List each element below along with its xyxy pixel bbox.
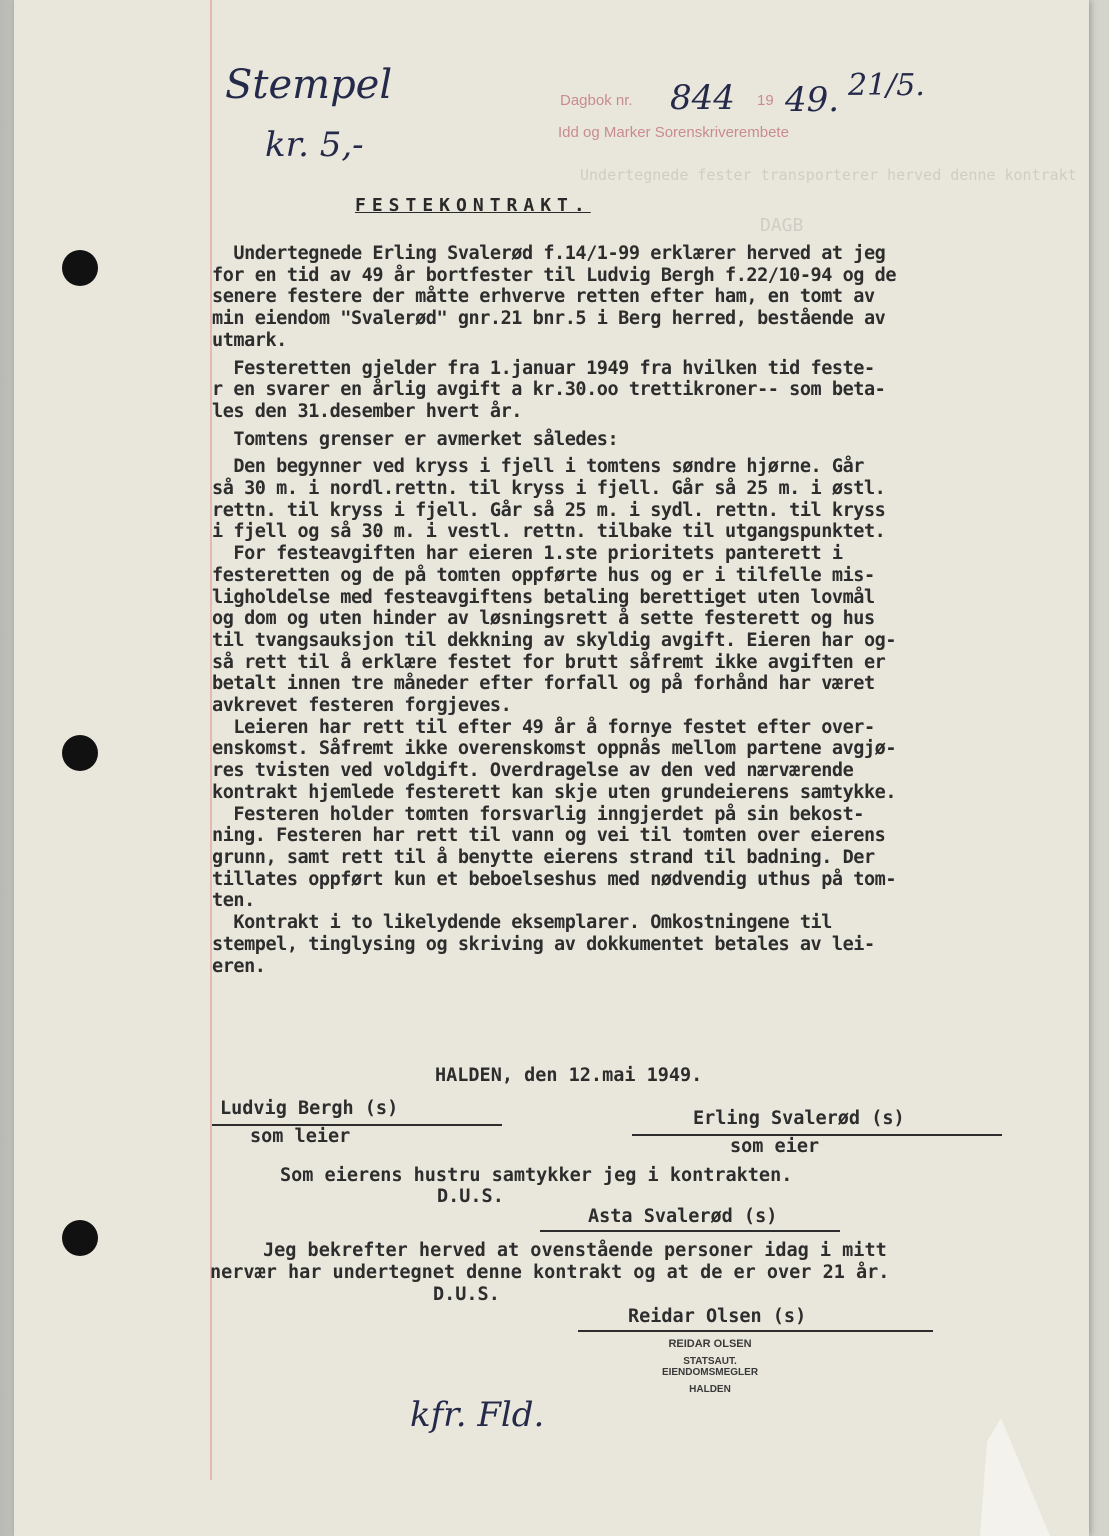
body-line: ligholdelse med festeavgiftens betaling berettiget uten lovmål [212,586,875,608]
handwritten-diary-year: 49. [785,80,840,120]
body-line: enskomst. Såfremt ikke overenskomst oppnås mellom partene avgjø- [212,738,897,760]
broker-stamp [640,1338,780,1401]
spouse-dus: D.U.S. [437,1186,504,1207]
witness-dus: D.U.S. [433,1284,500,1305]
body-line: i fjell og så 30 m. i vestl. rettn. tilbake til utgangspunktet. [212,521,886,543]
body-line: Festeren holder tomten forsvarlig inngjerdet på sin bekost- [212,803,864,825]
handwritten-diary-date: 21/5. [848,68,925,103]
body-line: ning. Festeren har rett til vann og vei til tomten over eierens [212,825,886,847]
handwritten-footer-note: kfr. Fld. [410,1395,545,1435]
body-line: senere festere der måtte erhverve retten efter ham, en tomt av [212,286,875,308]
registry-stamp-label: Dagbok nr. [560,92,633,109]
body-line: Leieren har rett til efter 49 år å fornye festet efter over- [212,716,875,738]
witness-signature-line [578,1330,933,1332]
body-line: betalt innen tre måneder efter forfall og på forhånd har været [212,673,875,695]
body-line: så 30 m. i nordl.rettn. til kryss i fjell. Går så 25 m. i østl. [212,478,886,500]
handwritten-stamp-amount: kr. 5,- [265,125,364,165]
faint-stamp-mark: DAGB [760,215,804,236]
body-line: ten. [212,890,255,912]
punch-hole-bottom [62,1220,98,1256]
broker-stamp-title: STATSAUT. EIENDOMSMEGLER [661,1356,759,1378]
body-line: For festeavgiften har eieren 1.ste prioritets panterett i [212,543,843,565]
owner-signature: Erling Svalerød (s) [693,1108,905,1129]
spouse-signature-line [540,1230,840,1232]
body-line: eren. [212,955,266,977]
owner-role: som eier [730,1136,820,1157]
lessee-signature: Ludvig Bergh (s) [220,1098,399,1119]
registry-stamp-year: 19 [757,92,774,109]
body-line: Tomtens grenser er avmerket således: [212,428,619,450]
body-line: festeretten og de på tomten oppførte hus og er i tilfelle mis- [212,564,875,586]
witness-statement-line2: nervær har undertegnet denne kontrakt og at de er over 21 år. [210,1262,890,1283]
body-line: så rett til å erklære festet for brutt såfremt ikke avgiften er [212,651,886,673]
body-line: Den begynner ved kryss i fjell i tomtens søndre hjørne. Går [212,456,864,478]
spouse-signature: Asta Svalerød (s) [588,1206,778,1227]
body-line: rettn. til kryss i fjell. Går så 25 m. i sydl. rettn. til kryss [212,499,886,521]
place-date: HALDEN, den 12.mai 1949. [435,1065,703,1086]
punch-hole-middle [62,735,98,771]
body-line: grunn, samt rett til å benytte eierens strand til badning. Der [212,846,875,868]
contract-body [212,243,1072,977]
body-line: Festeretten gjelder fra 1.januar 1949 fra hvilken tid feste- [212,357,875,379]
witness-statement-line1: Jeg bekrefter herved at ovenstående personer idag i mitt [263,1240,887,1261]
body-line: Undertegnede Erling Svalerød f.14/1-99 erklærer herved at jeg [212,243,886,264]
body-line: avkrevet festeren forgjeves. [212,695,512,717]
body-line: Kontrakt i to likelydende eksemplarer. Omkostningene til [212,912,832,934]
punch-hole-top [62,250,98,286]
broker-stamp-name: REIDAR OLSEN [668,1338,752,1350]
lessee-role: som leier [250,1126,351,1147]
spouse-consent: Som eierens hustru samtykker jeg i kontrakten. [280,1165,793,1186]
body-line: r en svarer en årlig avgift a kr.30.oo trettikroner-- som beta- [212,379,886,401]
faint-stamp-line: Undertegnede fester transporterer herved denne kontrakt [580,166,1077,184]
broker-stamp-city: HALDEN [689,1384,731,1395]
body-line: les den 31.desember hvert år. [212,400,522,422]
body-line: for en tid av 49 år bortfester til Ludvig Bergh f.22/10-94 og de [212,264,897,286]
body-line: tillates oppført kun et beboelseshus med nødvendig uthus på tom- [212,868,897,890]
body-line: til tvangsauksjon til dekkning av skyldig avgift. Eieren har og- [212,629,897,651]
body-line: res tvisten ved voldgift. Overdragelse av den ved nærværende [212,760,854,782]
body-line: min eiendom "Svalerød" gnr.21 bnr.5 i Berg herred, bestående av [212,308,886,330]
body-line: stempel, tinglysing og skriving av dokkumentet betales av lei- [212,933,875,955]
handwritten-diary-number: 844 [670,78,735,118]
document-title: FESTEKONTRAKT. [355,195,591,216]
registry-stamp-office: Idd og Marker Sorenskriverembete [558,124,789,141]
body-line: kontrakt hjemlede festerett kan skje uten grundeierens samtykke. [212,781,897,803]
body-line: utmark. [212,329,287,351]
witness-signature: Reidar Olsen (s) [628,1306,807,1327]
handwritten-stamp-label: Stempel [225,62,393,108]
body-line: og dom og uten hinder av løsningsrett å sette festerett og hus [212,608,875,630]
